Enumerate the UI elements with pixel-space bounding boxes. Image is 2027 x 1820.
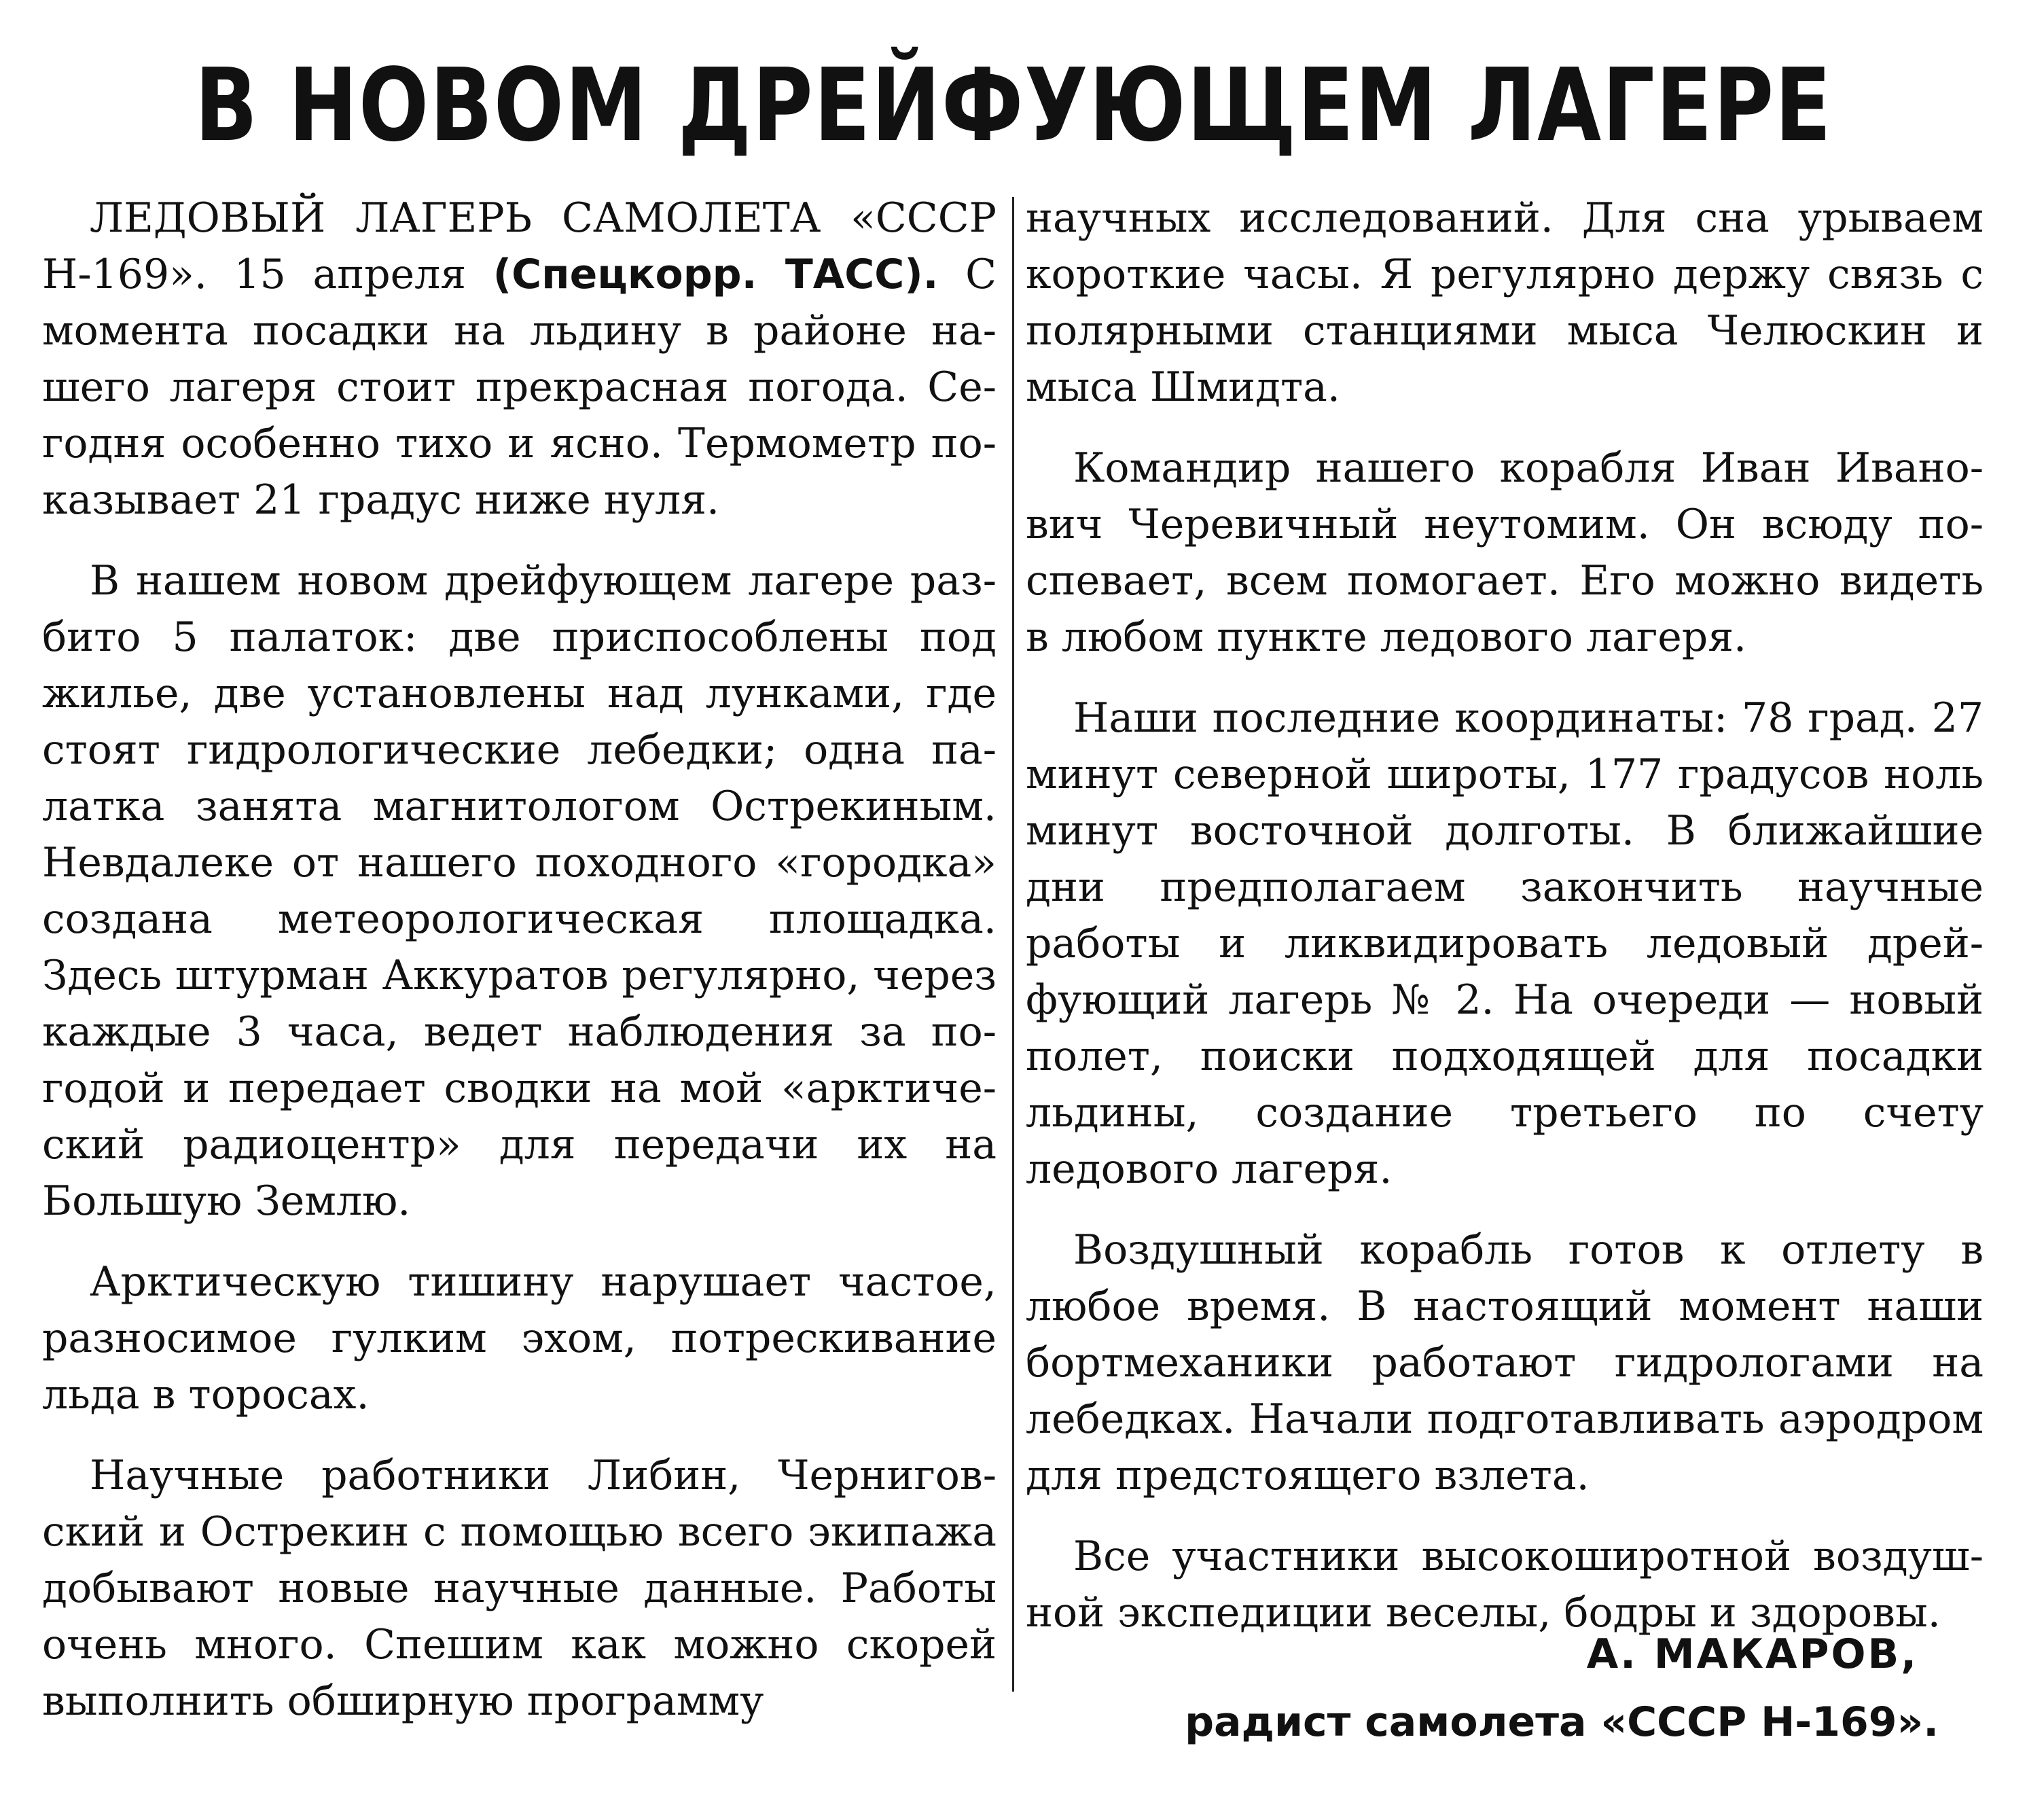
paragraph: Воздушный корабль готов к отлету в любое время. В настоящий момент наши бортмеханики работают гидрологами на лебедках. Начали подготавливать аэродром для предстоящего взлета. <box>1026 1226 1984 1499</box>
author-role: радист самолета «СССР Н-169». <box>1185 1698 1939 1746</box>
paragraph-text: С момента посадки на льдину в районе нашего лагеря стоит прекрасная погода. Сегодня особенно тихо и ясно. Термометр показывает 21 градус ниже нуля. <box>42 251 997 524</box>
paragraph-dateline <box>42 190 997 529</box>
column-divider <box>1012 197 1014 1692</box>
paragraph-continued: научных исследований. Для сна урываем короткие часы. Я регулярно держу связь с полярными станциями мыса Челюскин и мыса Шмидта. <box>1026 194 1984 411</box>
right-column <box>1026 190 1984 1641</box>
paragraph: Командир нашего корабля Иван Иванович Черевичный неутомим. Он всюду поспевает, всем помогает. Его можно видеть в любом пункте ледового лагеря. <box>1026 444 1984 661</box>
dateline: ЛЕДОВЫЙ ЛАГЕРЬ САМОЛЕТА «СССР Н-169». 15 апреля <box>42 194 997 298</box>
paragraph: Научные работники Либин, Черниговский и Острекин с помощью всего экипажа добывают новые научные данные. Работы очень много. Спешим как можно скорей выполнить обширную программу <box>42 1452 997 1725</box>
signature <box>1185 1620 1939 1756</box>
paragraph: В нашем новом дрейфующем лагере разбито 5 палаток: две приспособлены под жилье, две установлены над лунками, где стоят гидрологические лебедки; одна палатка занята магнитологом Острекиным. Невдалеке от нашего походного «городка» создана метеорологическая площадка. Здесь штурман Аккуратов регулярно, через каждые 3 часа, ведет наблюдения за погодой и передает сводки на мой «арктический радиоцентр» для передачи их на Большую Землю. <box>42 557 997 1225</box>
paragraph: Арктическую тишину нарушает частое, разносимое гулким эхом, потрескивание льда в торосах. <box>42 1258 997 1418</box>
author-name: А. МАКАРОВ, <box>1586 1630 1918 1678</box>
agency-credit: (Спецкорр. ТАСС). <box>492 251 939 298</box>
paragraph: Наши последние координаты: 78 град. 27 минут северной широты, 177 градусов ноль минут восточной долготы. В ближайшие дни предполагаем закончить научные работы и ликвидировать ледовый дрейфующий лагерь № 2. На очереди — новый полет, поиски подходящей для посадки льдины, создание третьего по счету ледового лагеря. <box>1026 694 1984 1193</box>
paragraph: Все участники высокоширотной воздушной экспедиции веселы, бодры и здоровы. <box>1026 1533 1984 1637</box>
left-column <box>42 190 997 1730</box>
headline: В НОВОМ ДРЕЙФУЮЩЕМ ЛАГЕРЕ <box>194 47 1833 164</box>
